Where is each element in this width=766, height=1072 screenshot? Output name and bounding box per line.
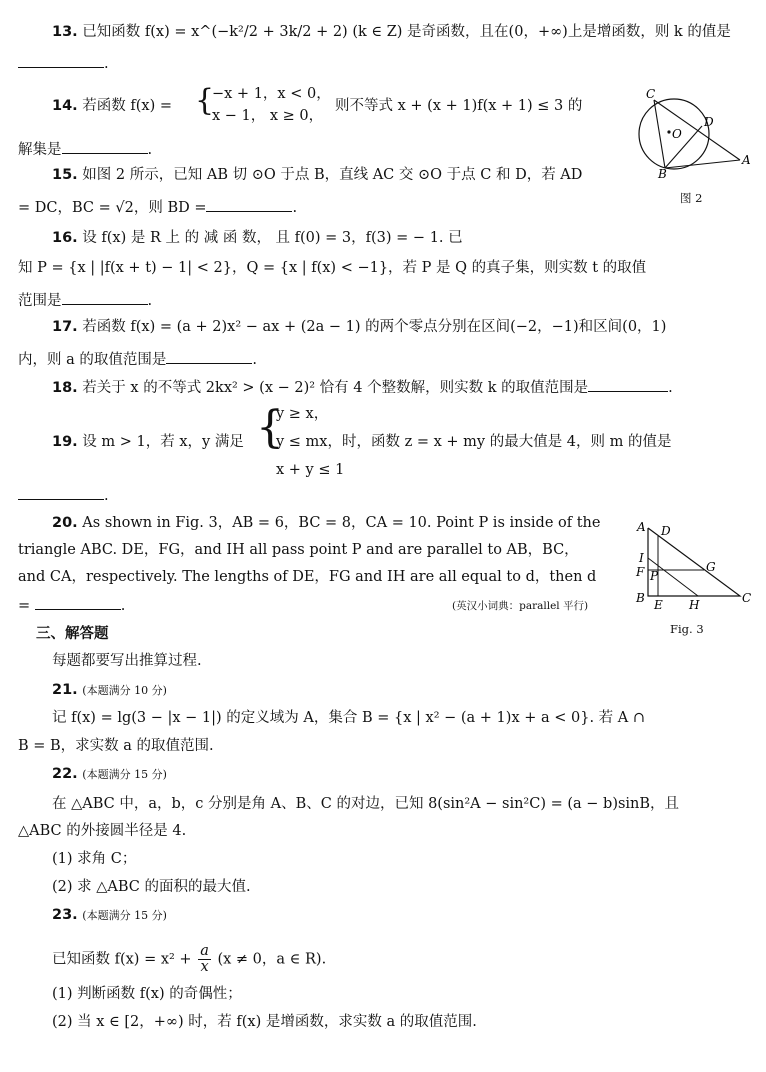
q19-lead: 设 m > 1，若 x，y 满足 <box>82 434 244 450</box>
q17-line2: 内，则 a 的取值范围是 . <box>18 348 257 370</box>
q17-number: 17. <box>52 319 78 335</box>
fig2-label-d: D <box>704 115 714 129</box>
q22-part1: (1) 求角 C； <box>52 851 137 867</box>
section3-instruction: 每题都要写出推算过程. <box>52 653 202 669</box>
section3-title: 三、解答题 <box>36 626 109 642</box>
q20-equals: = <box>18 598 31 614</box>
q20-line4: = . <box>18 594 125 616</box>
fig3-label-f: F <box>636 565 645 579</box>
q15-number: 15. <box>52 167 78 183</box>
q23-header <box>52 905 167 926</box>
q22-line2: △ABC 的外接圆半径是 4. <box>18 823 187 839</box>
fig2-label-o: O <box>672 127 682 141</box>
q20-answer-blank[interactable] <box>35 594 121 610</box>
q14-lead: 若函数 f(x) = <box>82 98 173 114</box>
q21-line2: B = B，求实数 a 的取值范围. <box>18 738 214 754</box>
q23-line1 <box>52 944 326 975</box>
q21-line1: 记 f(x) = lg(3 − |x − 1|) 的定义域为 A，集合 B = {x | x² − (a + 1)x + a < 0}. 若 A ∩ <box>52 710 646 726</box>
q23-tail: (x ≠ 0，a ∈ R). <box>217 951 327 968</box>
q21-score: (本题满分 10 分) <box>82 684 167 697</box>
q20-text1: As shown in Fig. 3，AB = 6，BC = 8，CA = 10. Point P is inside of the <box>82 515 601 531</box>
q23-fraction-numerator: a <box>200 943 209 959</box>
q14-case1: −x + 1，x < 0， <box>212 86 331 102</box>
q23-fraction-denominator: x <box>200 959 209 975</box>
fig2-line-ba <box>665 160 740 168</box>
q18-answer-blank[interactable] <box>588 376 668 392</box>
q16-range-label: 范围是 <box>18 293 62 309</box>
q23-fraction <box>198 944 211 975</box>
fig3-label-i: I <box>639 551 644 565</box>
q16-text1: 设 f(x) 是 R 上 的 减 函 数， 且 f(0) = 3，f(3) = − 1. 已 <box>82 230 463 246</box>
q15-line2: = DC，BC = √2，则 BD = . <box>18 196 297 218</box>
q21-number: 21. <box>52 682 78 698</box>
q22-part2: (2) 求 △ABC 的面积的最大值. <box>52 879 251 895</box>
fig2-label-c: C <box>646 87 656 101</box>
fig3-label-p: P <box>650 569 659 583</box>
q14-answer-blank[interactable] <box>62 138 148 154</box>
fig3-label-b: B <box>636 591 645 605</box>
q17-text2: 内，则 a 的取值范围是 <box>18 352 167 368</box>
q20-number: 20. <box>52 515 78 531</box>
q14-brace: { <box>195 83 215 118</box>
q18-text: 若关于 x 的不等式 2kx² > (x − 2)² 恰有 4 个整数解，则实数 k 的取值范围是 <box>82 380 589 396</box>
q13-number: 13. <box>52 24 78 40</box>
q16-line1 <box>52 228 463 248</box>
fig2-label-a: A <box>742 153 751 167</box>
fig3-label-d: D <box>661 524 671 538</box>
q14-tail: 则不等式 x + (x + 1)f(x + 1) ≤ 3 的 <box>335 98 583 114</box>
q13-text: 已知函数 f(x) = x^(−k²/2 + 3k/2 + 2) (k ∈ Z) 是奇函数，且在(0，+∞)上是增函数，则 k 的值是 <box>82 24 731 40</box>
q22-line1: 在 △ABC 中，a，b，c 分别是角 A、B、C 的对边，已知 8(sin²A − sin²C) = (a − b)sinB，且 <box>52 796 680 812</box>
fig2-line-ca <box>654 100 740 160</box>
q15-text1: 如图 2 所示，已知 AB 切 ⊙O 于点 B，直线 AC 交 ⊙O 于点 C 和 D，若 AD <box>82 167 583 183</box>
fig3-label-a: A <box>637 520 646 534</box>
fig3-label-h: H <box>689 598 700 612</box>
fig2-center-dot <box>667 130 670 133</box>
q20-line2: triangle ABC. DE，FG，and IH all pass point P and are parallel to AB，BC， <box>18 542 579 558</box>
q21-header <box>52 680 167 701</box>
q13-answer-line: . <box>18 52 109 74</box>
q13-answer-blank[interactable] <box>18 52 104 68</box>
q18-line: 18. 若关于 x 的不等式 2kx² > (x − 2)² 恰有 4 个整数解，则实数 k 的取值范围是 . <box>52 376 673 398</box>
fig3-label-c: C <box>742 591 752 605</box>
q17-line1 <box>52 317 666 337</box>
fig3-caption: Fig. 3 <box>670 622 704 636</box>
q22-header <box>52 764 167 785</box>
q19-lead-line <box>52 432 244 452</box>
q13-line <box>52 22 731 42</box>
q18-number: 18. <box>52 380 78 396</box>
fig3-label-g: G <box>706 560 716 574</box>
q19-answer-line: . <box>18 484 109 506</box>
q19-constraint2: y ≤ mx，时，函数 z = x + my 的最大值是 4，则 m 的值是 <box>276 434 672 450</box>
figure-2 <box>628 86 758 178</box>
q23-part2: (2) 当 x ∈ [2，+∞) 时，若 f(x) 是增函数，求实数 a 的取值范围. <box>52 1014 477 1030</box>
q19-answer-blank[interactable] <box>18 484 104 500</box>
q23-lead: 已知函数 f(x) = x² + <box>52 951 192 968</box>
q19-constraint3: x + y ≤ 1 <box>276 462 345 478</box>
q16-number: 16. <box>52 230 78 246</box>
fig2-caption: 图 2 <box>680 191 703 205</box>
q15-line1 <box>52 165 582 185</box>
q19-constraint1: y ≥ x， <box>276 406 329 422</box>
q23-number: 23. <box>52 907 78 923</box>
fig3-label-e: E <box>654 598 663 612</box>
q23-part1: (1) 判断函数 f(x) 的奇偶性； <box>52 986 242 1002</box>
q15-answer-blank[interactable] <box>206 196 292 212</box>
q23-score: (本题满分 15 分) <box>82 909 167 922</box>
q14-case2: x − 1， x ≥ 0， <box>212 108 324 124</box>
q20-line1 <box>52 513 600 533</box>
q22-number: 22. <box>52 766 78 782</box>
q20-note: (英汉小词典：parallel 平行) <box>452 600 589 612</box>
q16-answer-blank[interactable] <box>62 289 148 305</box>
q16-line3: 范围是 . <box>18 289 152 311</box>
q19-brace: { <box>256 402 284 453</box>
q14-number: 14. <box>52 98 78 114</box>
q16-line2: 知 P = {x | |f(x + t) − 1| < 2}，Q = {x | f(x) < −1}，若 P 是 Q 的真子集，则实数 t 的取值 <box>18 260 647 276</box>
q17-text1: 若函数 f(x) = (a + 2)x² − ax + (2a − 1) 的两个零点分别在区间(−2，−1)和区间(0，1) <box>82 319 667 335</box>
q14-line1 <box>52 96 172 116</box>
fig2-line-cb <box>654 100 665 168</box>
figure-3 <box>634 520 758 612</box>
q17-answer-blank[interactable] <box>166 348 252 364</box>
q15-text2: = DC，BC = √2，则 BD = <box>18 200 207 216</box>
q20-line3: and CA，respectively. The lengths of DE，FG and IH are all equal to d，then d <box>18 569 597 585</box>
q14-line2: 解集是 . <box>18 138 152 160</box>
q22-score: (本题满分 15 分) <box>82 768 167 781</box>
q19-number: 19. <box>52 434 78 450</box>
fig3-triangle <box>648 528 740 596</box>
q14-solution-label: 解集是 <box>18 142 62 158</box>
fig2-label-b: B <box>658 167 667 178</box>
